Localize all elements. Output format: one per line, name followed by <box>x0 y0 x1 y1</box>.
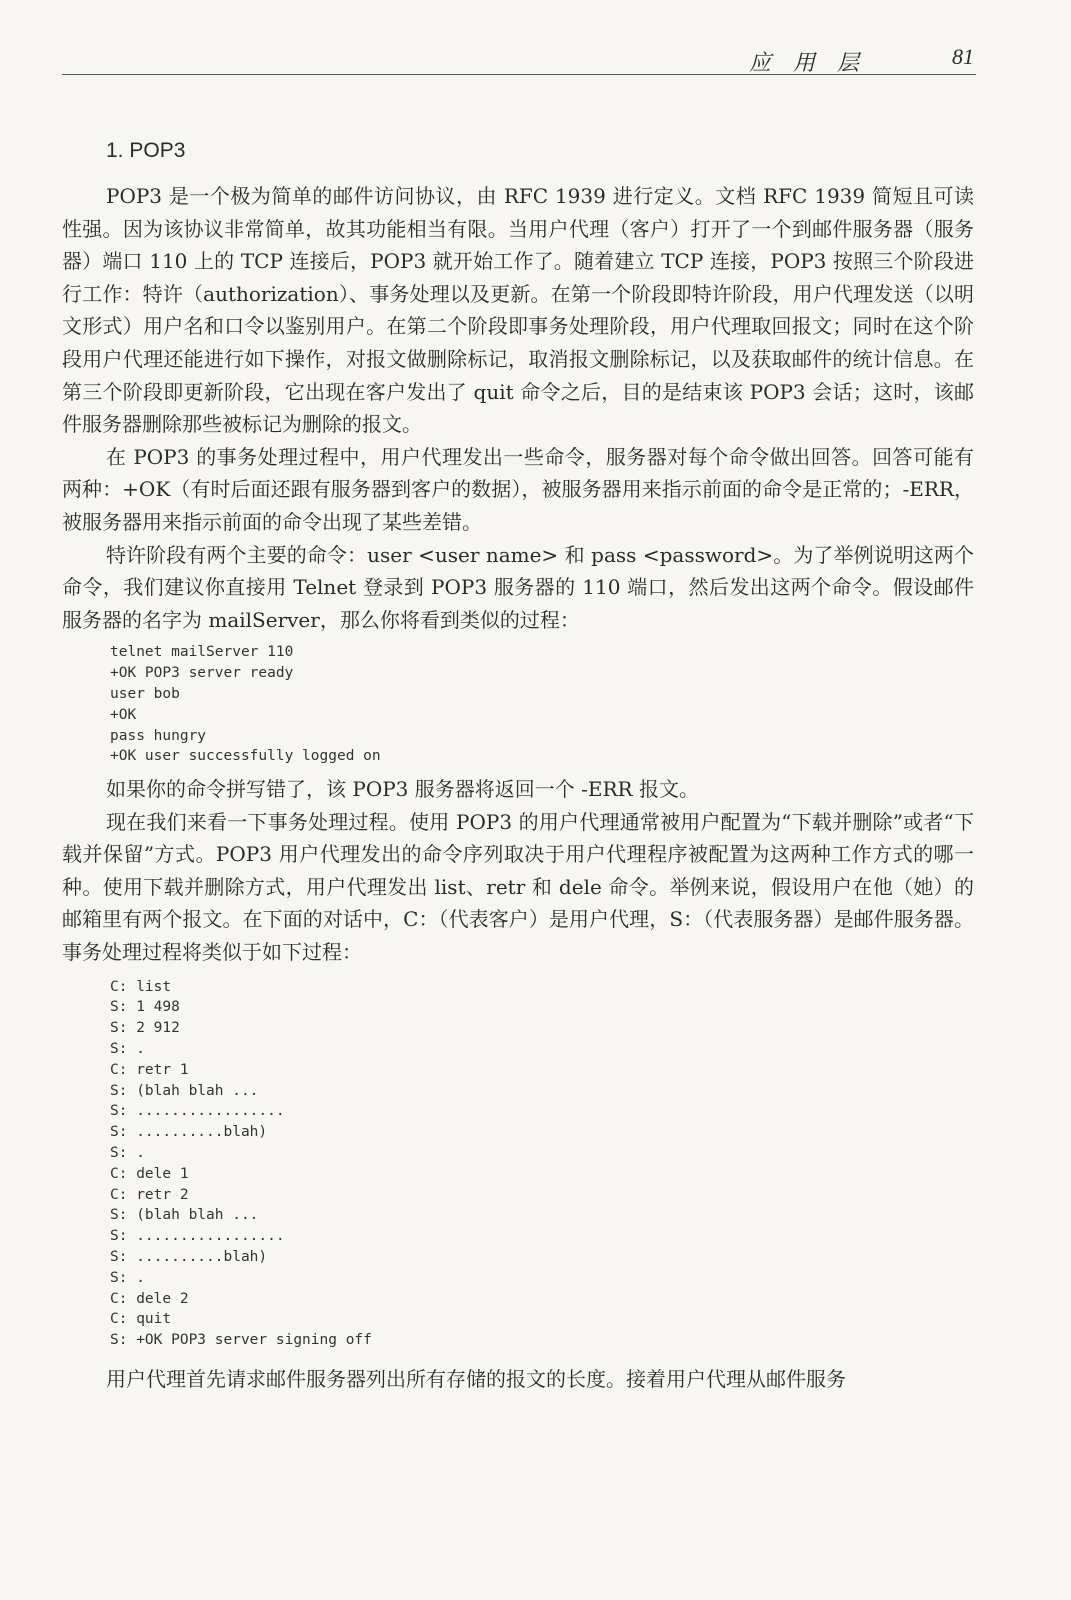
code-line: pass hungry <box>110 727 207 744</box>
code-block-telnet <box>110 642 974 767</box>
paragraph-pop3-intro: POP3 是一个极为简单的邮件访问协议，由 RFC 1939 进行定义。文档 RFC 1939 简短且可读性强。因为该协议非常简单，故其功能相当有限。当用户代理（客户）打开了一个到邮件服务器（服务器）端口 110 上的 TCP 连接后，POP3 就开始工作了。随着建立 TCP 连接，POP3 按照三个阶段进行工作：特许（authorization）、事务处理以及更新。在第一个阶段即特许阶段，用户代理发送（以明文形式）用户名和口令以鉴别用户。在第二个阶段即事务处理阶段，用户代理取回报文；同时在这个阶段用户代理还能进行如下操作，对报文做删除标记，取消报文删除标记，以及获取邮件的统计信息。在第三个阶段即更新阶段，它出现在客户发出了 quit 命令之后，目的是结束该 POP3 会话；这时，该邮件服务器删除那些被标记为删除的报文。 <box>62 184 974 437</box>
paragraph-transaction: 现在我们来看一下事务处理过程。使用 POP3 的用户代理通常被用户配置为“下载并删除”或者“下载并保留”方式。POP3 用户代理发出的命令序列取决于用户代理程序被配置为这两种工作方式的哪一种。使用下载并删除方式，用户代理发出 list、retr 和 dele 命令。举例来说，假设用户在他（她）的邮箱里有两个报文。在下面的对话中，C：（代表客户）是用户代理，S：（代表服务器）是邮件服务器。事务处理过程将类似于如下过程： <box>62 809 974 965</box>
code-line: C: retr 1 <box>110 1061 189 1078</box>
code-line: +OK POP3 server ready <box>110 665 294 682</box>
code-line: S: ..........blah) <box>110 1249 268 1266</box>
section-heading: 1. POP3 <box>106 139 186 162</box>
code-line: S: . <box>110 1041 145 1058</box>
code-line: S: ................. <box>110 1228 285 1245</box>
code-line: telnet mailServer 110 <box>110 644 294 661</box>
code-line: S: ..........blah) <box>110 1124 268 1141</box>
paragraph-responses: 在 POP3 的事务处理过程中，用户代理发出一些命令，服务器对每个命令做出回答。回答可能有两种：+OK（有时后面还跟有服务器到客户的数据），被服务器用来指示前面的命令是正常的；-ERR，被服务器用来指示前面的命令出现了某些差错。 <box>62 444 974 534</box>
code-line: C: list <box>110 978 172 995</box>
code-line: S: ................. <box>110 1103 285 1120</box>
code-line: C: dele 2 <box>110 1290 189 1307</box>
code-line: user bob <box>110 685 180 702</box>
code-line: S: (blah blah ... <box>110 1207 259 1224</box>
paragraph-err: 如果你的命令拼写错了，该 POP3 服务器将返回一个 -ERR 报文。 <box>106 777 699 802</box>
page-content <box>62 136 974 1396</box>
code-line: +OK user successfully logged on <box>110 748 381 765</box>
paragraph-closing: 用户代理首先请求邮件服务器列出所有存储的报文的长度。接着用户代理从邮件服务 <box>106 1367 846 1391</box>
code-line: +OK <box>110 706 137 723</box>
code-line: C: dele 1 <box>110 1165 189 1182</box>
code-line: S: . <box>110 1145 145 1162</box>
code-line: S: 2 912 <box>110 1020 180 1037</box>
code-block-dialog <box>110 977 974 1351</box>
page-number: 81 <box>952 44 974 69</box>
code-line: C: quit <box>110 1311 172 1328</box>
code-line: S: (blah blah ... <box>110 1082 259 1099</box>
code-line: S: . <box>110 1269 145 1286</box>
code-line: S: 1 498 <box>110 999 180 1016</box>
page-header <box>62 42 976 75</box>
code-line: S: +OK POP3 server signing off <box>110 1332 372 1349</box>
code-line: C: retr 2 <box>110 1186 189 1203</box>
paragraph-authorization: 特许阶段有两个主要的命令：user <user name> 和 pass <password>。为了举例说明这两个命令，我们建议你直接用 Telnet 登录到 POP3 服务器的 110 端口，然后发出这两个命令。假设邮件服务器的名字为 mailServer，那么你将看到类似的过程： <box>62 542 974 632</box>
chapter-title: 应用层 <box>748 51 881 76</box>
